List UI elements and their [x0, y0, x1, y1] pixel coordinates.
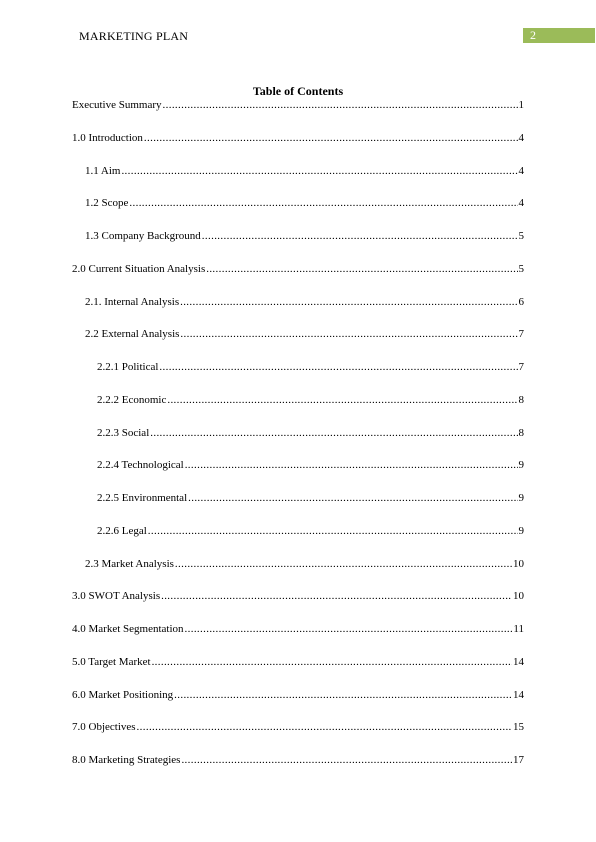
toc-entry[interactable]: [72, 229, 524, 243]
toc-entry[interactable]: [72, 622, 524, 636]
toc-entry-label[interactable]: 6.0 Market Positioning: [72, 688, 174, 701]
toc-entry-label[interactable]: 1.2 Scope: [85, 197, 129, 210]
toc-entry-label[interactable]: 2.2.2 Economic: [97, 393, 167, 406]
toc-dot-leader: [175, 557, 512, 571]
toc-entry-label[interactable]: 1.3 Company Background: [85, 230, 201, 242]
toc-dot-leader: [121, 164, 517, 178]
toc-entry-page-number: 9: [518, 524, 524, 537]
toc-entry-label[interactable]: 1.0 Introduction: [72, 131, 143, 144]
toc-dot-leader: [206, 262, 517, 276]
table-of-contents: [72, 98, 524, 767]
toc-entry-page-number: 17: [513, 754, 524, 766]
toc-entry-page-number: 7: [518, 328, 524, 341]
toc-entry-label[interactable]: 4.0 Market Segmentation: [72, 623, 184, 635]
toc-entry[interactable]: [72, 393, 524, 407]
toc-entry[interactable]: [72, 720, 524, 734]
toc-entry[interactable]: [72, 589, 524, 603]
toc-entry-page-number: 1: [518, 99, 524, 111]
toc-entry-page-number: 10: [513, 557, 524, 570]
toc-entry-page-number: 14: [513, 688, 524, 701]
toc-heading: Table of Contents: [252, 84, 344, 98]
toc-entry[interactable]: [72, 327, 524, 341]
toc-dot-leader: [174, 688, 512, 702]
toc-entry-page-number: 8: [518, 393, 524, 406]
toc-dot-leader: [152, 655, 512, 669]
toc-dot-leader: [144, 131, 518, 145]
toc-entry-page-number: 9: [518, 492, 524, 504]
toc-entry-label[interactable]: 2.2.5 Environmental: [97, 492, 188, 504]
toc-entry-page-number: 9: [518, 459, 524, 472]
toc-entry-label[interactable]: 5.0 Target Market: [72, 655, 151, 668]
page-number: 2: [530, 28, 536, 42]
toc-entry-page-number: 6: [518, 295, 524, 308]
toc-entry-page-number: 4: [518, 197, 524, 210]
toc-dot-leader: [150, 426, 517, 440]
toc-entry-label[interactable]: 1.1 Aim: [85, 164, 121, 177]
toc-entry-page-number: 5: [518, 262, 524, 275]
toc-entry[interactable]: [72, 524, 524, 538]
toc-dot-leader: [148, 524, 518, 538]
toc-dot-leader: [163, 98, 518, 112]
toc-dot-leader: [161, 589, 512, 603]
toc-entry-page-number: 10: [513, 590, 524, 603]
toc-entry-page-number: 5: [518, 230, 524, 242]
toc-entry[interactable]: [72, 360, 524, 374]
toc-dot-leader: [185, 622, 513, 636]
toc-entry-page-number: 7: [518, 361, 524, 373]
toc-dot-leader: [202, 229, 518, 243]
toc-entry[interactable]: [72, 557, 524, 571]
toc-entry-label[interactable]: 2.0 Current Situation Analysis: [72, 262, 206, 275]
toc-entry-label[interactable]: 2.2.3 Social: [97, 426, 150, 439]
toc-entry-label[interactable]: 2.2.1 Political: [97, 361, 159, 373]
toc-entry[interactable]: [72, 295, 524, 309]
toc-entry[interactable]: [72, 688, 524, 702]
toc-entry-label[interactable]: 2.2 External Analysis: [85, 328, 180, 341]
toc-entry-page-number: 8: [518, 426, 524, 439]
toc-entry[interactable]: [72, 131, 524, 145]
toc-entry-label[interactable]: 2.2.4 Technological: [97, 459, 184, 472]
toc-dot-leader: [159, 360, 517, 374]
toc-dot-leader: [185, 458, 518, 472]
toc-entry-page-number: 14: [513, 655, 524, 668]
toc-entry[interactable]: [72, 458, 524, 472]
toc-entry-label[interactable]: 2.1. Internal Analysis: [85, 295, 180, 308]
toc-entry-page-number: 4: [518, 131, 524, 144]
toc-entry[interactable]: [72, 491, 524, 505]
toc-entry[interactable]: [72, 196, 524, 210]
toc-entry-label[interactable]: 8.0 Marketing Strategies: [72, 754, 181, 766]
page-number-badge: [523, 28, 595, 43]
toc-entry-label[interactable]: Executive Summary: [72, 99, 162, 111]
toc-entry-label[interactable]: 7.0 Objectives: [72, 721, 136, 734]
toc-entry[interactable]: [72, 164, 524, 178]
running-header-title: MARKETING PLAN: [79, 29, 189, 43]
toc-dot-leader: [188, 491, 517, 505]
toc-dot-leader: [181, 753, 512, 767]
toc-dot-leader: [129, 196, 517, 210]
toc-dot-leader: [167, 393, 517, 407]
toc-entry[interactable]: [72, 426, 524, 440]
toc-entry[interactable]: [72, 753, 524, 767]
toc-entry-page-number: 4: [518, 164, 524, 177]
toc-entry-page-number: 11: [513, 623, 524, 635]
toc-dot-leader: [180, 327, 517, 341]
toc-dot-leader: [180, 295, 517, 309]
toc-entry-page-number: 15: [513, 721, 524, 734]
toc-entry[interactable]: [72, 262, 524, 276]
toc-entry-label[interactable]: 3.0 SWOT Analysis: [72, 590, 161, 603]
toc-entry-label[interactable]: 2.2.6 Legal: [97, 524, 147, 537]
toc-entry[interactable]: [72, 98, 524, 112]
toc-dot-leader: [137, 720, 512, 734]
toc-entry-label[interactable]: 2.3 Market Analysis: [85, 557, 174, 570]
toc-entry[interactable]: [72, 655, 524, 669]
